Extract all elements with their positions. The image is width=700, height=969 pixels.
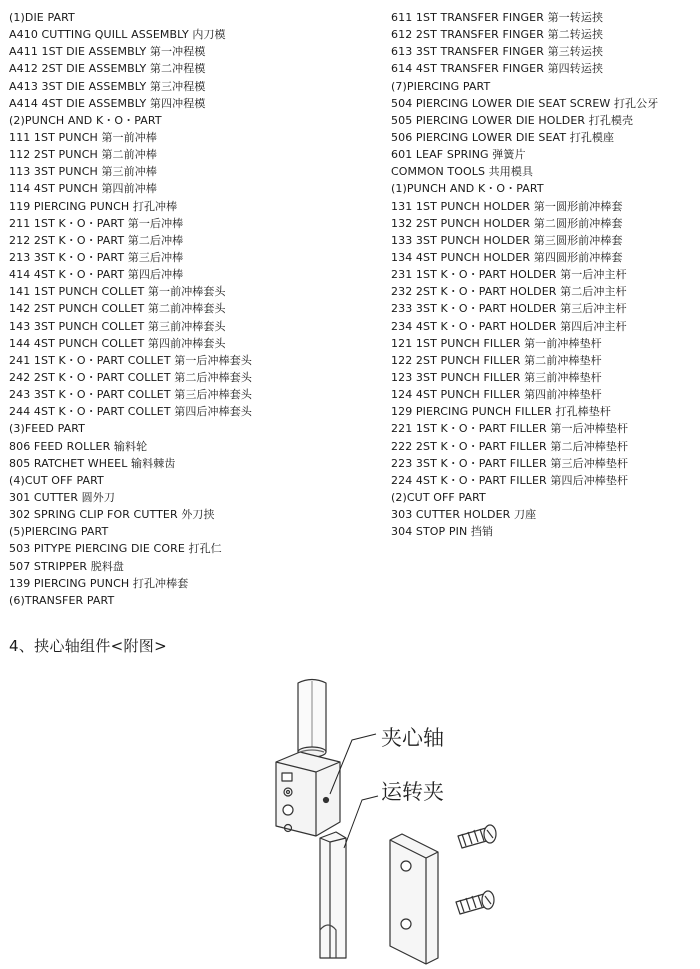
parts-list-item: A413 3ST DIE ASSEMBLY 第三冲程模 [9, 79, 206, 93]
parts-list-item: 213 3ST K・O・PART 第三后冲棒 [9, 250, 184, 264]
collar-block [276, 752, 340, 836]
leader-bottom [344, 796, 378, 848]
parts-list-item: (7)PIERCING PART [391, 79, 491, 93]
parts-list-item: 302 SPRING CLIP FOR CUTTER 外刀挟 [9, 508, 215, 522]
mounting-plate [390, 834, 438, 964]
leader-top [330, 734, 376, 794]
section-heading: 4、挟心轴组件<附图> [9, 637, 167, 655]
parts-list-item: 144 4ST PUNCH COLLET 第四前冲棒套头 [9, 336, 226, 350]
parts-list-item: 243 3ST K・O・PART COLLET 第三后冲棒套头 [9, 388, 252, 402]
parts-list-item: 132 2ST PUNCH HOLDER 第二圆形前冲棒套 [391, 216, 623, 230]
parts-list-item: (6)TRANSFER PART [9, 593, 115, 607]
parts-list-item: 612 2ST TRANSFER FINGER 第二转运挟 [391, 28, 604, 42]
parts-list-item: 121 1ST PUNCH FILLER 第一前冲棒垫杆 [391, 336, 602, 350]
parts-list-item: 223 3ST K・O・PART FILLER 第三后冲棒垫杆 [391, 456, 629, 470]
parts-list-item: 134 4ST PUNCH HOLDER 第四圆形前冲棒套 [391, 250, 623, 264]
parts-list-item: A411 1ST DIE ASSEMBLY 第一冲程模 [9, 45, 206, 59]
parts-list-item: 124 4ST PUNCH FILLER 第四前冲棒垫杆 [391, 388, 602, 402]
parts-list-item: 113 3ST PUNCH 第三前冲棒 [9, 165, 157, 179]
parts-list-item: 504 PIERCING LOWER DIE SEAT SCREW 打孔公牙 [391, 96, 659, 110]
parts-list-item: 211 1ST K・O・PART 第一后冲棒 [9, 216, 184, 230]
parts-list-item: 505 PIERCING LOWER DIE HOLDER 打孔模壳 [391, 113, 634, 127]
parts-list-item: 611 1ST TRANSFER FINGER 第一转运挟 [391, 11, 604, 24]
parts-list-item: 142 2ST PUNCH COLLET 第二前冲棒套头 [9, 302, 226, 316]
parts-list-item: 111 1ST PUNCH 第一前冲棒 [9, 130, 157, 144]
parts-list-item: (2)CUT OFF PART [391, 490, 486, 504]
parts-list-item: 242 2ST K・O・PART COLLET 第二后冲棒套头 [9, 370, 252, 384]
parts-list-item: (1)DIE PART [9, 11, 75, 24]
parts-list-item: 506 PIERCING LOWER DIE SEAT 打孔模座 [391, 130, 615, 144]
parts-list-item: 129 PIERCING PUNCH FILLER 打孔棒垫杆 [391, 405, 611, 419]
parts-list-item: 241 1ST K・O・PART COLLET 第一后冲棒套头 [9, 353, 252, 367]
callout-quill-shaft: 夹心轴 [381, 726, 444, 750]
parts-list-item: 613 3ST TRANSFER FINGER 第三转运挟 [391, 45, 604, 59]
parts-list-item: 614 4ST TRANSFER FINGER 第四转运挟 [391, 62, 604, 76]
parts-list-item: 805 RATCHET WHEEL 输料棘齿 [9, 456, 176, 470]
parts-list-item: 806 FEED ROLLER 输料轮 [9, 439, 148, 453]
parts-list-item: 224 4ST K・O・PART FILLER 第四后冲棒垫杆 [391, 473, 629, 487]
parts-list-item: A414 4ST DIE ASSEMBLY 第四冲程模 [9, 96, 206, 110]
parts-list-item: A412 2ST DIE ASSEMBLY 第二冲程模 [9, 62, 206, 76]
parts-list-item: 139 PIERCING PUNCH 打孔冲棒套 [9, 576, 189, 590]
shaft [298, 680, 326, 753]
parts-list-item: 601 LEAF SPRING 弹簧片 [391, 148, 526, 162]
screw-upper [458, 825, 496, 848]
parts-list-item: A410 CUTTING QUILL ASSEMBLY 内刀模 [9, 28, 226, 42]
parts-list-item: (3)FEED PART [9, 422, 85, 436]
parts-list-item: 143 3ST PUNCH COLLET 第三前冲棒套头 [9, 319, 226, 333]
parts-list-item: 503 PITYPE PIERCING DIE CORE 打孔仁 [9, 542, 222, 556]
parts-list-item: COMMON TOOLS 共用模具 [391, 165, 534, 179]
right-parts-list [391, 9, 697, 540]
parts-list-item: 119 PIERCING PUNCH 打孔冲棒 [9, 199, 178, 213]
parts-list-item: 303 CUTTER HOLDER 刀座 [391, 508, 537, 522]
parts-list-item: 507 STRIPPER 脱料盘 [9, 559, 125, 573]
parts-list-item: 414 4ST K・O・PART 第四后冲棒 [9, 268, 184, 282]
parts-list-item: (4)CUT OFF PART [9, 473, 104, 487]
parts-list-item: 231 1ST K・O・PART HOLDER 第一后冲主杆 [391, 268, 627, 282]
parts-list-item: 301 CUTTER 圆外刀 [9, 490, 115, 504]
parts-list-item: 123 3ST PUNCH FILLER 第三前冲棒垫杆 [391, 370, 602, 384]
parts-list-item: 244 4ST K・O・PART COLLET 第四后冲棒套头 [9, 405, 252, 419]
parts-list-item: 114 4ST PUNCH 第四前冲棒 [9, 182, 157, 196]
parts-list-item: 234 4ST K・O・PART HOLDER 第四后冲主杆 [391, 319, 627, 333]
parts-list-item: 304 STOP PIN 挡销 [391, 525, 494, 539]
parts-list-item: 122 2ST PUNCH FILLER 第二前冲棒垫杆 [391, 353, 602, 367]
parts-list-item: 233 3ST K・O・PART HOLDER 第三后冲主杆 [391, 302, 627, 316]
parts-list-item: (2)PUNCH AND K・O・PART [9, 113, 162, 127]
parts-list-item: 212 2ST K・O・PART 第二后冲棒 [9, 233, 184, 247]
callout-transfer-clip: 运转夹 [381, 780, 444, 804]
parts-list-item: 222 2ST K・O・PART FILLER 第二后冲棒垫杆 [391, 439, 629, 453]
parts-list-item: 131 1ST PUNCH HOLDER 第一圆形前冲棒套 [391, 199, 623, 213]
screw-lower [456, 891, 494, 914]
parts-list-item: (1)PUNCH AND K・O・PART [391, 182, 544, 196]
transfer-finger [320, 832, 346, 958]
parts-list-item: 141 1ST PUNCH COLLET 第一前冲棒套头 [9, 285, 226, 299]
parts-list-item: 112 2ST PUNCH 第二前冲棒 [9, 148, 157, 162]
parts-list-item: 221 1ST K・O・PART FILLER 第一后冲棒垫杆 [391, 422, 629, 436]
parts-list-item: 133 3ST PUNCH HOLDER 第三圆形前冲棒套 [391, 233, 623, 247]
left-parts-list [9, 9, 389, 609]
parts-list-item: 232 2ST K・O・PART HOLDER 第二后冲主杆 [391, 285, 627, 299]
parts-list-item: (5)PIERCING PART [9, 525, 109, 539]
